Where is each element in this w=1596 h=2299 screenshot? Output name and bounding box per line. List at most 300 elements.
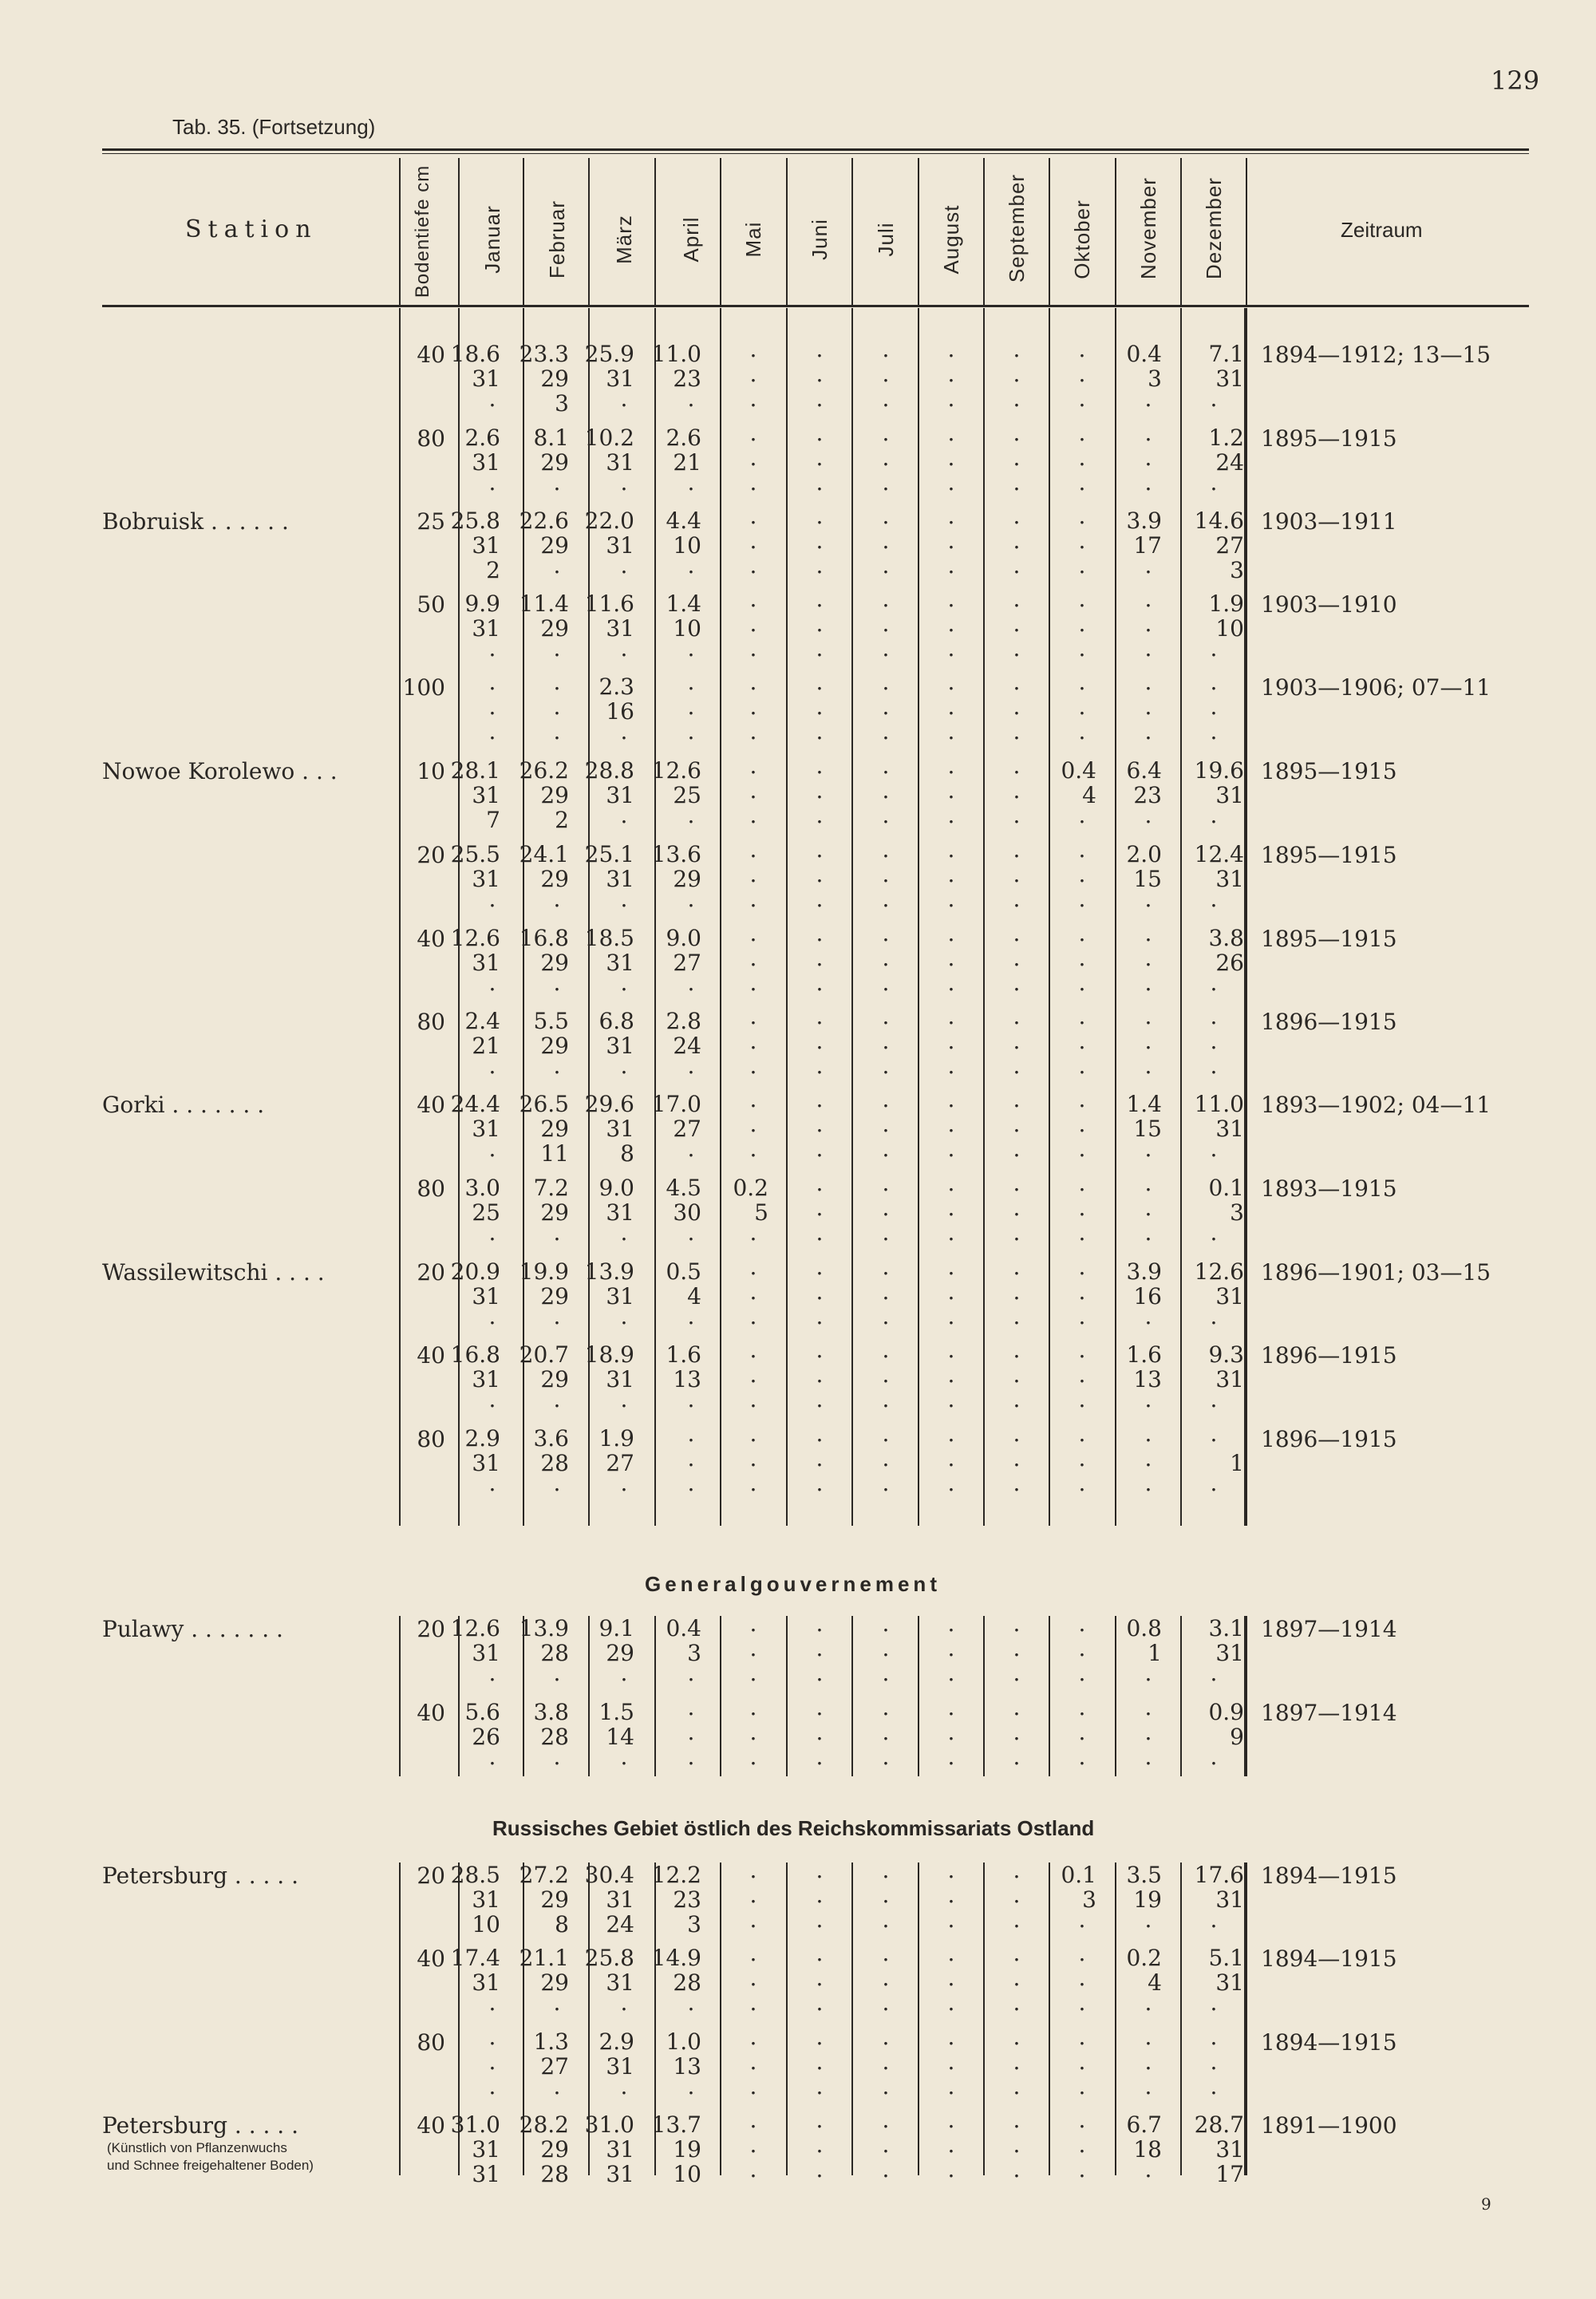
empty-cell-dot: . [947,753,955,779]
empty-cell-dot: . [882,1111,890,1137]
value-cell: 4 [1082,782,1096,808]
value-cell: 15 [1133,1116,1162,1142]
empty-cell-dot: . [1078,2156,1086,2182]
empty-cell-dot: . [749,1445,757,1471]
empty-cell-dot: . [1013,1940,1021,1966]
value-cell: 17.0 [651,1091,701,1117]
empty-cell-dot: . [882,610,890,637]
empty-cell-dot: . [749,635,757,662]
empty-cell-dot: . [553,1660,561,1686]
value-cell: 23 [673,365,701,392]
value-cell: 10 [1215,615,1244,642]
empty-cell-dot: . [1144,1003,1152,1029]
empty-cell-dot: . [1078,970,1086,996]
value-cell: 31 [472,1969,500,1996]
column-line [786,1616,788,1776]
empty-cell-dot: . [882,2107,890,2133]
value-cell: 17.4 [450,1945,500,1971]
empty-cell-dot: . [749,1940,757,1966]
zeitraum-cell: 1893—1915 [1261,1175,1397,1202]
value-cell: 9.0 [598,1175,634,1201]
empty-cell-dot: . [947,527,955,554]
empty-cell-dot: . [816,1170,824,1196]
empty-cell-dot: . [1144,1906,1152,1933]
empty-cell-dot: . [749,777,757,804]
depth-cell: 100 [402,674,445,701]
empty-cell-dot: . [1013,586,1021,612]
empty-cell-dot: . [1144,693,1152,720]
empty-cell-dot: . [1210,1136,1218,1162]
value-cell: 31.0 [584,2111,634,2138]
header-month-7: Juli [874,222,898,257]
value-cell: 0.4 [1126,341,1162,367]
value-cell: 16.8 [450,1341,500,1368]
value-cell: 5.1 [1208,1945,1244,1971]
value-cell: 21.1 [519,1945,569,1971]
empty-cell-dot: . [882,1086,890,1112]
zeitraum-cell: 1895—1915 [1261,926,1397,952]
empty-cell-dot: . [1144,920,1152,946]
empty-cell-dot: . [1013,836,1021,863]
value-cell: 1.6 [666,1341,701,1368]
empty-cell-dot: . [687,886,695,912]
empty-cell-dot: . [816,2131,824,2158]
empty-cell-dot: . [882,503,890,529]
empty-cell-dot: . [1078,1445,1086,1471]
value-cell: 31 [1215,1116,1244,1142]
empty-cell-dot: . [749,1660,757,1686]
empty-cell-dot: . [488,635,496,662]
empty-cell-dot: . [882,469,890,496]
value-cell: 25.5 [450,841,500,867]
empty-cell-dot: . [553,635,561,662]
empty-cell-dot: . [882,420,890,446]
empty-cell-dot: . [749,1420,757,1447]
empty-cell-dot: . [1013,2024,1021,2050]
empty-cell-dot: . [1013,1303,1021,1329]
empty-cell-dot: . [882,1635,890,1661]
empty-cell-dot: . [882,2131,890,2158]
value-cell: 31 [472,1450,500,1476]
empty-cell-dot: . [882,552,890,579]
empty-cell-dot: . [1078,945,1086,971]
empty-cell-dot: . [749,2024,757,2050]
empty-cell-dot: . [749,836,757,863]
empty-cell-dot: . [620,2073,628,2100]
value-cell: 1 [1148,1640,1162,1666]
empty-cell-dot: . [947,1635,955,1661]
empty-cell-dot: . [1078,1386,1086,1412]
column-line [851,1863,853,2175]
empty-cell-dot: . [1078,1170,1086,1196]
header-depth: Bodentiefe cm [412,164,433,298]
empty-cell-dot: . [749,945,757,971]
value-cell: 7 [486,807,500,833]
empty-cell-dot: . [1078,1303,1086,1329]
empty-cell-dot: . [882,1882,890,1908]
empty-cell-dot: . [620,1660,628,1686]
empty-cell-dot: . [882,886,890,912]
value-cell: 25.8 [584,1945,634,1971]
empty-cell-dot: . [749,336,757,362]
empty-cell-dot: . [749,2048,757,2075]
value-cell: 5 [754,1199,768,1226]
empty-cell-dot: . [1013,718,1021,745]
empty-cell-dot: . [1144,1195,1152,1221]
empty-cell-dot: . [882,527,890,554]
empty-cell-dot: . [749,1719,757,1745]
value-cell: 1.3 [533,2028,569,2055]
empty-cell-dot: . [488,886,496,912]
zeitraum-cell: 1896—1901; 03—15 [1261,1259,1491,1286]
empty-cell-dot: . [553,1989,561,2016]
page-number: 129 [1491,65,1540,96]
empty-cell-dot: . [1210,1219,1218,1246]
value-cell: 29 [540,1886,569,1913]
empty-cell-dot: . [749,2073,757,2100]
value-cell: 31.0 [450,2111,500,2138]
value-cell: 2.6 [464,425,500,451]
empty-cell-dot: . [947,1303,955,1329]
empty-cell-dot: . [1144,886,1152,912]
empty-cell-dot: . [1078,1635,1086,1661]
value-cell: 0.1 [1061,1862,1096,1888]
empty-cell-dot: . [816,1053,824,1079]
empty-cell-dot: . [1078,1694,1086,1720]
value-cell: 14 [606,1724,634,1750]
empty-cell-dot: . [749,527,757,554]
value-cell: 0.1 [1208,1175,1244,1201]
empty-cell-dot: . [1013,1635,1021,1661]
empty-cell-dot: . [1078,385,1086,412]
empty-cell-dot: . [816,1906,824,1933]
value-cell: 27 [673,950,701,976]
empty-cell-dot: . [749,503,757,529]
empty-cell-dot: . [749,718,757,745]
empty-cell-dot: . [749,1635,757,1661]
empty-cell-dot: . [816,2156,824,2182]
empty-cell-dot: . [882,1195,890,1221]
empty-cell-dot: . [1013,1136,1021,1162]
value-cell: 31 [472,950,500,976]
empty-cell-dot: . [882,1254,890,1280]
empty-cell-dot: . [1210,669,1218,695]
value-cell: 4 [1148,1969,1162,1996]
value-cell: 31 [1215,1969,1244,1996]
empty-cell-dot: . [816,1420,824,1447]
empty-cell-dot: . [816,1989,824,2016]
depth-cell: 40 [417,1092,445,1118]
value-cell: 21 [472,1033,500,1059]
empty-cell-dot: . [816,361,824,387]
value-cell: 28.7 [1194,2111,1244,2138]
empty-cell-dot: . [816,945,824,971]
empty-cell-dot: . [816,1219,824,1246]
empty-cell-dot: . [749,1303,757,1329]
empty-cell-dot: . [882,1940,890,1966]
empty-cell-dot: . [1013,469,1021,496]
empty-cell-dot: . [488,2073,496,2100]
empty-cell-dot: . [816,1694,824,1720]
empty-cell-dot: . [1013,1053,1021,1079]
empty-cell-dot: . [816,920,824,946]
empty-cell-dot: . [816,503,824,529]
empty-cell-dot: . [1013,861,1021,887]
empty-cell-dot: . [947,1170,955,1196]
empty-cell-dot: . [882,1337,890,1363]
empty-cell-dot: . [947,1386,955,1412]
empty-cell-dot: . [1078,2131,1086,2158]
empty-cell-dot: . [749,2107,757,2133]
empty-cell-dot: . [1078,1906,1086,1933]
empty-cell-dot: . [947,1694,955,1720]
empty-cell-dot: . [687,2073,695,2100]
empty-cell-dot: . [1078,1361,1086,1388]
empty-cell-dot: . [816,420,824,446]
empty-cell-dot: . [1013,1445,1021,1471]
value-cell: 3 [555,390,569,417]
empty-cell-dot: . [1210,693,1218,720]
value-cell: 2.4 [464,1008,500,1034]
empty-cell-dot: . [488,970,496,996]
empty-cell-dot: . [1013,1989,1021,2016]
value-cell: 9.3 [1208,1341,1244,1368]
value-cell: 20.7 [519,1341,569,1368]
empty-cell-dot: . [947,1086,955,1112]
value-cell: 22.0 [584,508,634,534]
empty-cell-dot: . [553,669,561,695]
empty-cell-dot: . [1144,945,1152,971]
empty-cell-dot: . [749,886,757,912]
empty-cell-dot: . [1078,802,1086,828]
empty-cell-dot: . [1013,2107,1021,2133]
empty-cell-dot: . [1144,469,1152,496]
empty-cell-dot: . [488,1136,496,1162]
depth-cell: 80 [417,1175,445,1202]
empty-cell-dot: . [1210,385,1218,412]
empty-cell-dot: . [882,1445,890,1471]
header-station: Station [185,215,318,243]
empty-cell-dot: . [947,1111,955,1137]
empty-cell-dot: . [1144,420,1152,446]
empty-cell-dot: . [816,586,824,612]
value-cell: 31 [472,1283,500,1309]
empty-cell-dot: . [1078,1219,1086,1246]
empty-cell-dot: . [749,1337,757,1363]
depth-cell: 40 [417,2112,445,2139]
empty-cell-dot: . [816,1028,824,1054]
value-cell: 31 [606,615,634,642]
value-cell: 3.0 [464,1175,500,1201]
empty-cell-dot: . [947,1219,955,1246]
empty-cell-dot: . [1144,1660,1152,1686]
empty-cell-dot: . [947,503,955,529]
header-column-line [399,158,401,306]
value-cell: 1.4 [1126,1091,1162,1117]
zeitraum-cell: 1894—1915 [1261,1863,1397,1889]
empty-cell-dot: . [687,1219,695,1246]
value-cell: 31 [472,782,500,808]
empty-cell-dot: . [947,669,955,695]
empty-cell-dot: . [1078,503,1086,529]
value-cell: 31 [606,2161,634,2187]
column-line [1244,1616,1247,1776]
empty-cell-dot: . [1078,1254,1086,1280]
empty-cell-dot: . [749,861,757,887]
header-month-2: Februar [545,199,569,279]
depth-cell: 80 [417,1009,445,1035]
empty-cell-dot: . [1013,1719,1021,1745]
empty-cell-dot: . [749,1610,757,1637]
empty-cell-dot: . [1210,970,1218,996]
empty-cell-dot: . [882,669,890,695]
value-cell: 28 [540,2161,569,2187]
empty-cell-dot: . [816,777,824,804]
empty-cell-dot: . [620,970,628,996]
empty-cell-dot: . [1013,503,1021,529]
empty-cell-dot: . [1078,2048,1086,2075]
empty-cell-dot: . [488,2048,496,2075]
empty-cell-dot: . [1013,361,1021,387]
zeitraum-cell: 1896—1915 [1261,1342,1397,1369]
depth-cell: 25 [417,508,445,535]
empty-cell-dot: . [1013,886,1021,912]
empty-cell-dot: . [749,669,757,695]
empty-cell-dot: . [1013,1254,1021,1280]
value-cell: 14.6 [1194,508,1244,534]
empty-cell-dot: . [749,1882,757,1908]
value-cell: 31 [606,1366,634,1392]
header-zeitraum: Zeitraum [1341,218,1423,242]
value-cell: 24 [606,1911,634,1938]
empty-cell-dot: . [947,1254,955,1280]
empty-cell-dot: . [1144,2156,1152,2182]
header-column-line [786,158,788,306]
empty-cell-dot: . [947,920,955,946]
empty-cell-dot: . [882,336,890,362]
value-cell: 29 [540,950,569,976]
value-cell: 31 [1215,2136,1244,2163]
value-cell: 21 [673,449,701,476]
empty-cell-dot: . [620,1303,628,1329]
value-cell: 11 [540,1140,569,1167]
empty-cell-dot: . [488,1989,496,2016]
column-line [1049,308,1050,1526]
empty-cell-dot: . [816,1965,824,1991]
value-cell: 10 [472,1911,500,1938]
zeitraum-cell: 1894—1912; 13—15 [1261,342,1491,368]
value-cell: 29 [540,1366,569,1392]
empty-cell-dot: . [749,2131,757,2158]
value-cell: 31 [606,1283,634,1309]
empty-cell-dot: . [947,1361,955,1388]
value-cell: 18.9 [584,1341,634,1368]
empty-cell-dot: . [1144,635,1152,662]
value-cell: 16 [606,698,634,725]
value-cell: 26.5 [519,1091,569,1117]
empty-cell-dot: . [1144,444,1152,471]
value-cell: 17.6 [1194,1862,1244,1888]
empty-cell-dot: . [816,1660,824,1686]
empty-cell-dot: . [1078,1420,1086,1447]
empty-cell-dot: . [1144,802,1152,828]
value-cell: 31 [1215,1283,1244,1309]
depth-cell: 40 [417,1342,445,1369]
value-cell: 31 [1215,365,1244,392]
empty-cell-dot: . [1078,1744,1086,1770]
empty-cell-dot: . [882,1003,890,1029]
value-cell: 31 [606,1886,634,1913]
header-column-line [1246,158,1247,306]
empty-cell-dot: . [1078,1136,1086,1162]
empty-cell-dot: . [1078,1989,1086,2016]
empty-cell-dot: . [947,2073,955,2100]
empty-cell-dot: . [749,753,757,779]
empty-cell-dot: . [488,1470,496,1496]
top-rule-thin [102,153,1529,154]
value-cell: 28 [540,1640,569,1666]
empty-cell-dot: . [1078,1053,1086,1079]
empty-cell-dot: . [816,444,824,471]
empty-cell-dot: . [1078,1660,1086,1686]
header-column-line [720,158,721,306]
value-cell: 30 [673,1199,701,1226]
value-cell: 0.2 [733,1175,768,1201]
empty-cell-dot: . [816,1111,824,1137]
empty-cell-dot: . [816,970,824,996]
value-cell: 29 [540,2136,569,2163]
empty-cell-dot: . [1078,1278,1086,1305]
value-cell: 31 [472,1116,500,1142]
depth-cell: 80 [417,1426,445,1452]
depth-cell: 80 [417,425,445,452]
empty-cell-dot: . [1013,1337,1021,1363]
empty-cell-dot: . [749,1111,757,1137]
empty-cell-dot: . [816,336,824,362]
empty-cell-dot: . [947,1195,955,1221]
empty-cell-dot: . [553,1744,561,1770]
empty-cell-dot: . [947,2024,955,2050]
column-line [1244,1863,1247,2175]
empty-cell-dot: . [816,1086,824,1112]
empty-cell-dot: . [816,635,824,662]
value-cell: 2.9 [598,2028,634,2055]
header-month-3: März [612,215,636,264]
empty-cell-dot: . [1210,1303,1218,1329]
value-cell: 7.2 [533,1175,569,1201]
empty-cell-dot: . [749,2156,757,2182]
header-rule [102,305,1529,307]
empty-cell-dot: . [1210,2048,1218,2075]
header-column-line [983,158,985,306]
empty-cell-dot: . [816,1882,824,1908]
empty-cell-dot: . [620,1386,628,1412]
empty-cell-dot: . [1078,635,1086,662]
value-cell: 13 [673,1366,701,1392]
value-cell: 23 [1133,782,1162,808]
value-cell: 25.9 [584,341,634,367]
empty-cell-dot: . [947,2156,955,2182]
empty-cell-dot: . [947,718,955,745]
value-cell: 18.6 [450,341,500,367]
empty-cell-dot: . [1013,1420,1021,1447]
empty-cell-dot: . [488,693,496,720]
empty-cell-dot: . [749,420,757,446]
empty-cell-dot: . [553,469,561,496]
value-cell: 3 [687,1640,701,1666]
empty-cell-dot: . [1078,1719,1086,1745]
empty-cell-dot: . [882,2073,890,2100]
